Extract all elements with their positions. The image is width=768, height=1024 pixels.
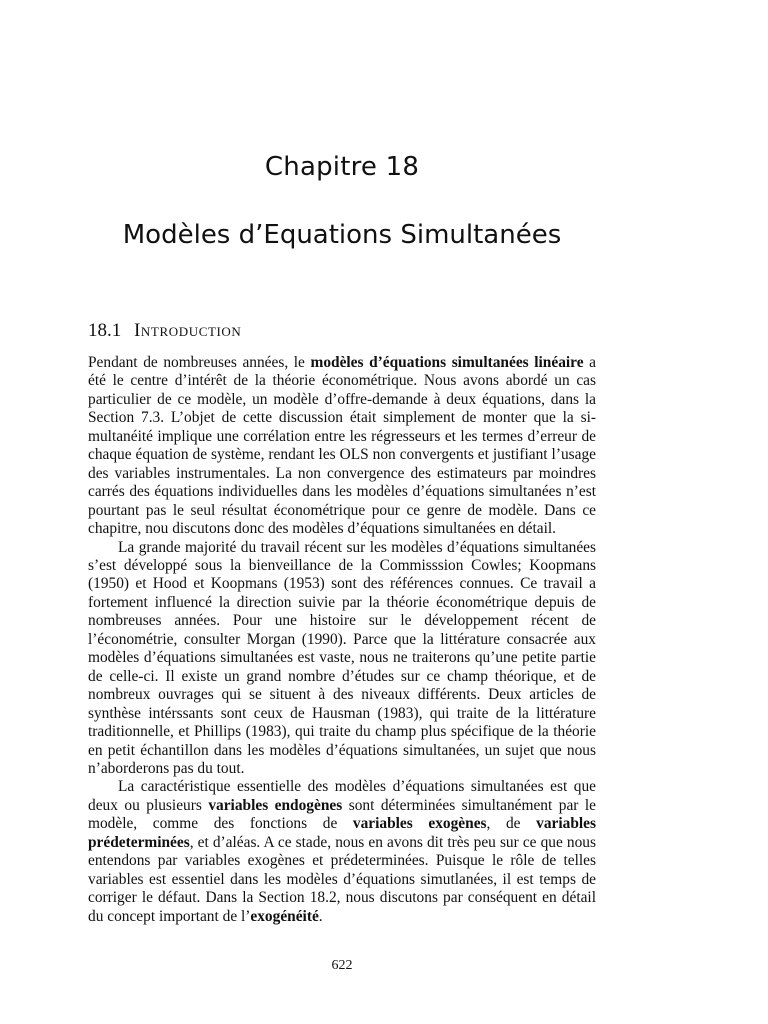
paragraph-3-text-e: , de [486,815,537,833]
paragraph-3-text-i: . [318,907,323,925]
chapter-label: Chapitre 18 [264,152,420,182]
chapter-title: Modèles d’Equations Simultanées [122,220,562,250]
paragraph-1-text-a: Pendant de nombreuses années, le [88,354,311,371]
section-title: Introduction [134,320,242,341]
term-exogenous: variables exogènes [352,815,487,833]
paragraph-3-text-g: , et d’aléas. A ce stade, nous en avons dit très peu sur ce que nous entendons par variables exogènes et prédeterminées. Puisque le rôle de telles variables est essentiel dans les modèles d’équations simutlanées, il est temps de corriger le défaut. Dans la Section 18.2, nous discutons par conséquent en détail du concept important de l’ [88,833,596,925]
term-endogenous: variables endogènes [208,796,343,814]
body-text [88,354,596,926]
paragraph-1 [88,354,596,539]
paragraph-3-text-a: La caractéristique essentielle des modèles d’équations simultanées est que deux ou plusieurs [88,778,596,814]
paragraph-3-text-c: sont déterminées simultanément par le modèle, comme des fonctions de [88,796,596,833]
term-linear-sem: modèles d’équations simultanées linéaire [310,354,584,371]
term-exogeneity: exogénéité [250,907,319,925]
section-number: 18.1 [88,320,122,341]
paragraph-1-text-c: a été le centre d’intérêt de la théorie économétrique. Nous avons abordé un cas particulier de ce modèle, un modèle d’offre-demande à deux équations, dans la Section 7.3. L’objet de cette discussion était simplement de monter que la simultanéité implique une corrélation entre les régresseurs et les termes d’erreur de chaque équation de système, rendant les OLS non convergents et justifiant l’usage des variables instrumentales. La non convergence des estimateurs par moindres carrés des équations individuelles dans les modèles d’équations simultanées n’est pourtant pas le seul résultat économétrique pour ce genre de modèle. Dans ce chapitre, nou discutons donc des modèles d’équations simultanées en détail. [88,354,597,538]
page-number: 622 [331,958,353,973]
section-heading [88,320,241,342]
paragraph-3 [88,778,596,926]
paragraph-2: La grande majorité du travail récent sur les modèles d’équations simultanées s’est développé sous la bienveillance de la Commisssion Cowles; Koopmans (1950) et Hood et Koopmans (1953) sont des références connues. Ce travail a fortement influencé la direction suivie par la théorie économétrique depuis de nombreuses années. Pour une histoire sur le développement récent de l’économétrie, consulter Morgan (1990). Parce que la littérature consacrée aux modèles d’équations simultanées est vaste, nous ne traiterons qu’une petite partie de celle-ci. Il existe un grand nombre d’études sur ce champ théorique, et de nombreux ouvrages qui se situent à des niveaux différents. Deux articles de synthèse intérssants sont ceux de Hausman (1983), qui traite de la littérature traditionnelle, et Phillips (1983), qui traite du champ plus spécifique de la théorie en petit échantillon dans les modèles d’équations simultanées, un sujet que nous n’aborderons pas du tout. [88,538,596,777]
term-predetermined: variables prédeterminées [88,815,596,851]
